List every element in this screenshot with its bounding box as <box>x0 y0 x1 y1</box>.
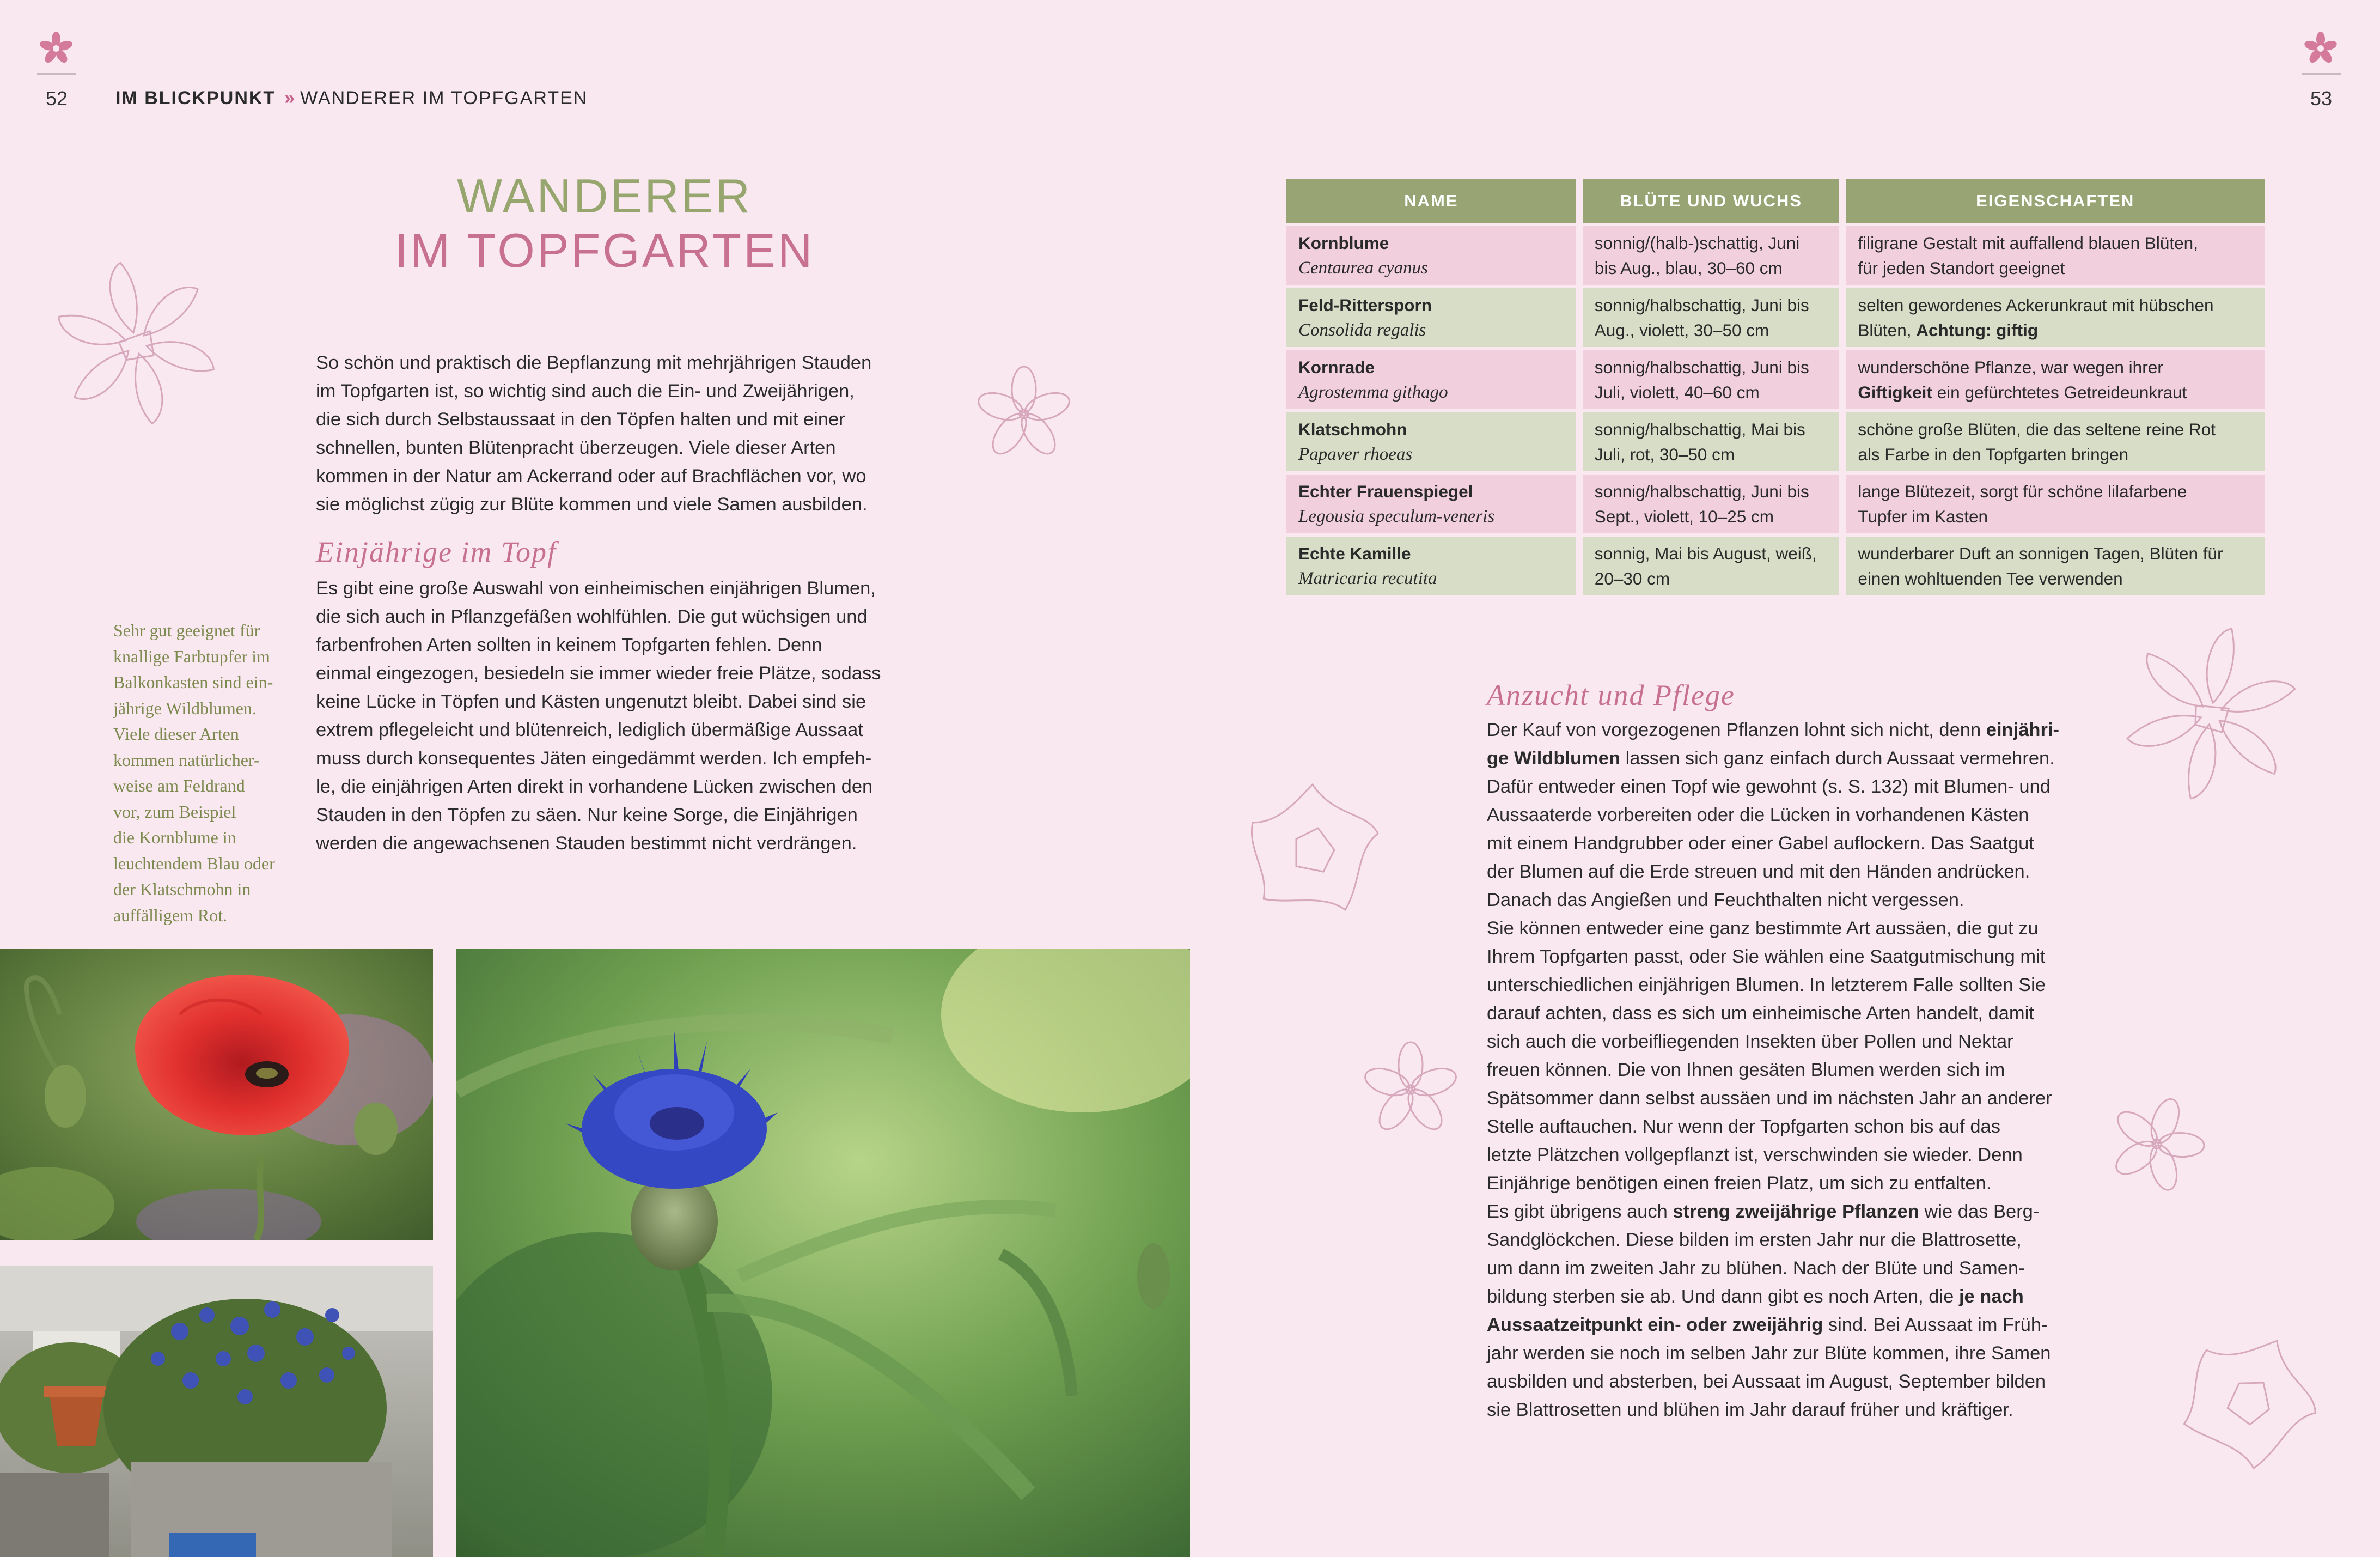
text-line: einmal eingezogen, besiedeln sie immer wieder freie Plätze, sodass <box>316 663 881 684</box>
poppy-photo <box>0 949 433 1240</box>
text-line <box>1487 716 2129 744</box>
cell-line: Aug., violett, 30–50 cm <box>1594 320 1769 340</box>
cell-line: bis Aug., blau, 30–60 cm <box>1594 258 1783 278</box>
caption-line: vor, zum Beispiel <box>113 801 236 822</box>
cell-line: für jeden Standort geeignet <box>1858 258 2065 278</box>
text-line: werden die angewachsenen Stauden bestimmt nicht verdrängen. <box>316 833 857 854</box>
text-line <box>1487 801 2129 829</box>
flower-doodle-icon <box>49 256 223 430</box>
text-run: sind. Bei Aussaat im Früh- <box>1823 1315 2048 1335</box>
text-line <box>1487 999 2129 1027</box>
text-line <box>1487 914 2129 942</box>
breadcrumb-section: IM BLICKPUNKT <box>115 88 276 108</box>
text-run: Dafür entweder einen Topf wie gewohnt (s. S. 132) mit Blumen- und <box>1487 776 2051 797</box>
cell-line: Juli, rot, 30–50 cm <box>1594 445 1735 464</box>
common-name: Kornrade <box>1298 357 1375 377</box>
text-line <box>1487 1282 2129 1311</box>
header-rule-left <box>37 73 76 75</box>
text-line <box>1487 1027 2129 1056</box>
page-title <box>332 169 877 278</box>
text-run: Spätsommer dann selbst aussäen und im nächsten Jahr an anderer <box>1487 1088 2052 1109</box>
common-name: Klatschmohn <box>1298 419 1407 439</box>
text-line <box>1487 857 2129 886</box>
text-run: unterschiedlichen einjährigen Blumen. In letzterem Falle sollten Sie <box>1487 975 2046 995</box>
text-run: Sie können entweder eine ganz bestimmte Art aussäen, die gut zu <box>1487 918 2039 939</box>
cell-line: sonnig, Mai bis August, weiß, <box>1594 544 1817 563</box>
text-run: darauf achten, dass es sich um einheimische Arten handelt, damit <box>1487 1003 2034 1024</box>
text-run: Aussaaterde vorbereiten oder die Lücken in vorhandenen Kästen <box>1487 805 2029 825</box>
caption-line: die Kornblume in <box>113 828 236 847</box>
cell-bloom <box>1583 226 1840 285</box>
page-number-right: 53 <box>2310 87 2333 110</box>
cell-props <box>1846 226 2265 285</box>
text-line <box>1487 1169 2129 1197</box>
text-line: muss durch konsequentes Jäten eingedämmt werden. Ich empfeh- <box>316 748 872 769</box>
flower-doodle-icon <box>1231 768 1394 932</box>
latin-name: Consolida regalis <box>1298 320 1426 340</box>
cell-line: sonnig/halbschattig, Juni bis <box>1594 295 1809 315</box>
text-line <box>1487 1197 2129 1226</box>
cell-props <box>1846 475 2265 533</box>
text-line: die sich durch Selbstaussaat in den Töpfen halten und mit einer <box>316 409 845 430</box>
text-line <box>1487 971 2129 999</box>
caption-line: kommen natürlicher- <box>113 750 260 770</box>
latin-name: Centaurea cyanus <box>1298 258 1428 278</box>
table-row <box>1286 226 2265 285</box>
text-run: freuen können. Die von Ihnen gesäten Blumen werden sich im <box>1487 1060 2005 1080</box>
text-run: Einjährige benötigen einen freien Platz, um sich zu entfalten. <box>1487 1173 1992 1194</box>
title-line-1: WANDERER <box>456 169 753 223</box>
cell-line: sonnig/halbschattig, Juni bis <box>1594 482 1809 501</box>
cell-line: filigrane Gestalt mit auffallend blauen Blüten, <box>1858 233 2198 253</box>
cell-props <box>1846 350 2265 409</box>
text-line <box>1487 942 2129 971</box>
latin-name: Agrostemma githago <box>1298 382 1448 402</box>
text-line: keine Lücke in Töpfen und Kästen ungenutzt bleibt. Dabei sind sie <box>316 691 866 712</box>
text-run: Es gibt übrigens auch <box>1487 1201 1673 1222</box>
text-run: sich auch die vorbeifliegenden Insekten über Pollen und Nektar <box>1487 1031 2013 1052</box>
text-run: Ihrem Topfgarten passt, oder Sie wählen eine Saatgutmischung mit <box>1487 946 2046 967</box>
flower-doodle-icon <box>1356 1035 1465 1144</box>
caption-line: leuchtendem Blau oder <box>113 853 275 873</box>
page-number-left: 52 <box>46 87 68 110</box>
text-line: im Topfgarten ist, so wichtig sind auch die Ein- und Zweijährigen, <box>316 381 855 402</box>
cell-line: einen wohltuenden Tee verwenden <box>1858 569 2123 588</box>
section2-paragraph <box>1487 716 2129 1424</box>
text-line <box>1487 886 2129 914</box>
cell-line: schöne große Blüten, die das seltene reine Rot <box>1858 419 2216 439</box>
common-name: Echter Frauenspiegel <box>1298 482 1473 501</box>
bold-run: Aussaatzeitpunkt ein- oder zweijährig <box>1487 1315 1823 1335</box>
table-row <box>1286 537 2265 595</box>
cell-text: Blüten, <box>1858 320 1917 340</box>
text-run: Stelle auftauchen. Nur wenn der Topfgarten schon bis auf das <box>1487 1116 2000 1137</box>
cell-bloom <box>1583 412 1840 471</box>
cell-line: sonnig/(halb-)schattig, Juni <box>1594 233 1800 253</box>
flower-doodle-icon <box>969 360 1078 469</box>
section-heading-anzucht: Anzucht und Pflege <box>1487 679 1735 711</box>
caption-line: weise am Feldrand <box>113 776 245 795</box>
text-run: sie Blattrosetten und blühen im Jahr darauf früher und kräftiger. <box>1487 1400 2013 1420</box>
cell-line: sonnig/halbschattig, Juni bis <box>1594 357 1809 377</box>
text-line <box>1487 1141 2129 1169</box>
text-run: ausbilden und absterben, bei Aussaat im August, September bilden <box>1487 1371 2046 1392</box>
text-run: Danach das Angießen und Feuchthalten nicht vergessen. <box>1487 890 1964 910</box>
caption-line: auffälligem Rot. <box>113 905 228 925</box>
text-run: Sandglöckchen. Diese bilden im ersten Jahr nur die Blattrosette, <box>1487 1230 2022 1250</box>
breadcrumb-topic: WANDERER IM TOPFGARTEN <box>300 88 588 108</box>
text-run: der Blumen auf die Erde streuen und mit den Händen andrücken. <box>1487 861 2030 882</box>
table-row <box>1286 475 2265 533</box>
text-line <box>1487 1367 2129 1396</box>
text-line: farbenfrohen Arten sollten in keinem Topfgarten fehlen. Denn <box>316 635 822 655</box>
latin-name: Papaver rhoeas <box>1298 445 1413 464</box>
latin-name: Legousia speculum-veneris <box>1298 507 1495 526</box>
cell-line: sonnig/halbschattig, Mai bis <box>1594 419 1805 439</box>
text-run: wie das Berg- <box>1919 1201 2040 1222</box>
text-line <box>1487 1396 2129 1424</box>
cell-line: wunderschöne Pflanze, war wegen ihrer <box>1858 357 2163 377</box>
cell-line <box>1858 318 2253 343</box>
cell-text: ein gefürchtetes Getreideunkraut <box>1932 382 2187 402</box>
text-run: jahr werden sie noch im selben Jahr zur Blüte kommen, ihre Samen <box>1487 1343 2051 1364</box>
bold-run: streng zweijährige Pflanzen <box>1673 1201 1919 1222</box>
blossom-icon <box>37 29 75 68</box>
cell-line: wunderbarer Duft an sonnigen Tagen, Blüten für <box>1858 544 2223 563</box>
plant-table <box>1280 176 2271 599</box>
intro-paragraph <box>316 349 904 519</box>
bold-run: je nach <box>1958 1286 2024 1307</box>
cornflower-closeup-photo <box>456 949 1190 1557</box>
cell-line: als Farbe in den Topfgarten bringen <box>1858 445 2129 464</box>
column-header-properties: EIGENSCHAFTEN <box>1846 179 2265 223</box>
cell-name <box>1286 226 1576 285</box>
section1-paragraph <box>316 574 904 857</box>
text-run: letzte Plätzchen vollgepflanzt ist, verschwinden sie wieder. Denn <box>1487 1145 2023 1165</box>
warning-text: Giftigkeit <box>1858 382 1932 402</box>
text-run: bildung sterben sie ab. Und dann gibt es noch Arten, die <box>1487 1286 1959 1307</box>
text-line <box>1487 773 2129 801</box>
caption-line: knallige Farbtupfer im <box>113 646 270 666</box>
cell-name <box>1286 412 1576 471</box>
cell-name <box>1286 537 1576 595</box>
section-heading-einjaehrige: Einjährige im Topf <box>316 536 557 568</box>
breadcrumb <box>115 88 588 109</box>
latin-name: Matricaria recutita <box>1298 569 1437 588</box>
cell-props <box>1846 537 2265 595</box>
text-line <box>1487 829 2129 857</box>
caption-line: Viele dieser Arten <box>113 724 239 744</box>
caption-line: Balkonkasten sind ein- <box>113 672 273 692</box>
cell-line: Tupfer im Kasten <box>1858 507 1988 526</box>
header-rule-right <box>2302 73 2341 75</box>
cell-bloom <box>1583 288 1840 347</box>
text-line: schnellen, bunten Blütenpracht überzeugen. Viele dieser Arten <box>316 437 836 458</box>
breadcrumb-separator: » <box>284 88 292 108</box>
table-row <box>1286 350 2265 409</box>
cell-line <box>1858 380 2253 405</box>
text-run: Der Kauf von vorgezogenen Pflanzen lohnt sich nicht, denn <box>1487 720 1986 740</box>
text-run: lassen sich ganz einfach durch Aussaat vermehren. <box>1620 748 2055 769</box>
blossom-icon <box>2302 29 2340 68</box>
text-line: die sich auch in Pflanzgefäßen wohlfühlen. Die gut wüchsigen und <box>316 606 868 627</box>
text-line <box>1487 1254 2129 1282</box>
cell-bloom <box>1583 537 1840 595</box>
cell-name <box>1286 475 1576 533</box>
cell-line: 20–30 cm <box>1594 569 1670 588</box>
cell-line: Sept., violett, 10–25 cm <box>1594 507 1774 526</box>
flower-doodle-icon <box>2113 616 2309 812</box>
text-line <box>1487 1084 2129 1112</box>
bold-run: einjähri- <box>1986 720 2059 740</box>
text-run: um dann im zweiten Jahr zu blühen. Nach der Blüte und Samen- <box>1487 1258 2025 1279</box>
table-row <box>1286 412 2265 471</box>
text-line: sie möglichst zügig zur Blüte kommen und viele Samen ausbilden. <box>316 494 868 515</box>
cell-props <box>1846 288 2265 347</box>
caption-line: der Klatschmohn in <box>113 879 251 899</box>
common-name: Kornblume <box>1298 233 1389 253</box>
text-line: Stauden in den Töpfen zu säen. Nur keine Sorge, die Einjährigen <box>316 805 858 825</box>
cell-props <box>1846 412 2265 471</box>
text-line: So schön und praktisch die Bepflanzung mit mehrjährigen Stauden <box>316 352 872 373</box>
cell-line: selten gewordenes Ackerunkraut mit hübschen <box>1858 295 2214 315</box>
text-line <box>1487 1056 2129 1084</box>
cell-name <box>1286 350 1576 409</box>
text-line <box>1487 1226 2129 1254</box>
text-line <box>1487 1339 2129 1367</box>
bold-run: ge Wildblumen <box>1487 748 1621 769</box>
cell-line: lange Blütezeit, sorgt für schöne lilafarbene <box>1858 482 2187 501</box>
text-run: mit einem Handgrubber oder einer Gabel auflockern. Das Saatgut <box>1487 833 2034 854</box>
column-header-name: NAME <box>1286 179 1576 223</box>
text-line <box>1487 1311 2129 1339</box>
cell-name <box>1286 288 1576 347</box>
text-line: kommen in der Natur am Ackerrand oder auf Brachflächen vor, wo <box>316 466 866 486</box>
caption-line: jährige Wildblumen. <box>113 698 257 718</box>
title-line-2: IM TOPFGARTEN <box>394 223 815 277</box>
text-line: le, die einjährigen Arten direkt in vorhandene Lücken zwischen den <box>316 776 873 797</box>
text-line: Es gibt eine große Auswahl von einheimischen einjährigen Blumen, <box>316 578 876 599</box>
caption-line: Sehr gut geeignet für <box>113 621 260 640</box>
text-line <box>1487 744 2129 773</box>
text-line <box>1487 1112 2129 1141</box>
cell-bloom <box>1583 350 1840 409</box>
common-name: Feld-Rittersporn <box>1298 295 1432 315</box>
photo-caption <box>113 618 309 928</box>
table-row <box>1286 288 2265 347</box>
warning-text: Achtung: giftig <box>1916 320 2039 340</box>
cornflower-pots-photo <box>0 1266 433 1557</box>
cell-line: Juli, violett, 40–60 cm <box>1594 382 1760 402</box>
cell-bloom <box>1583 475 1840 533</box>
common-name: Echte Kamille <box>1298 544 1411 563</box>
flower-doodle-icon <box>2168 1318 2331 1482</box>
column-header-bloom: BLÜTE UND WUCHS <box>1583 179 1840 223</box>
text-line: extrem pflegeleicht und blütenreich, lediglich übermäßige Aussaat <box>316 720 863 740</box>
